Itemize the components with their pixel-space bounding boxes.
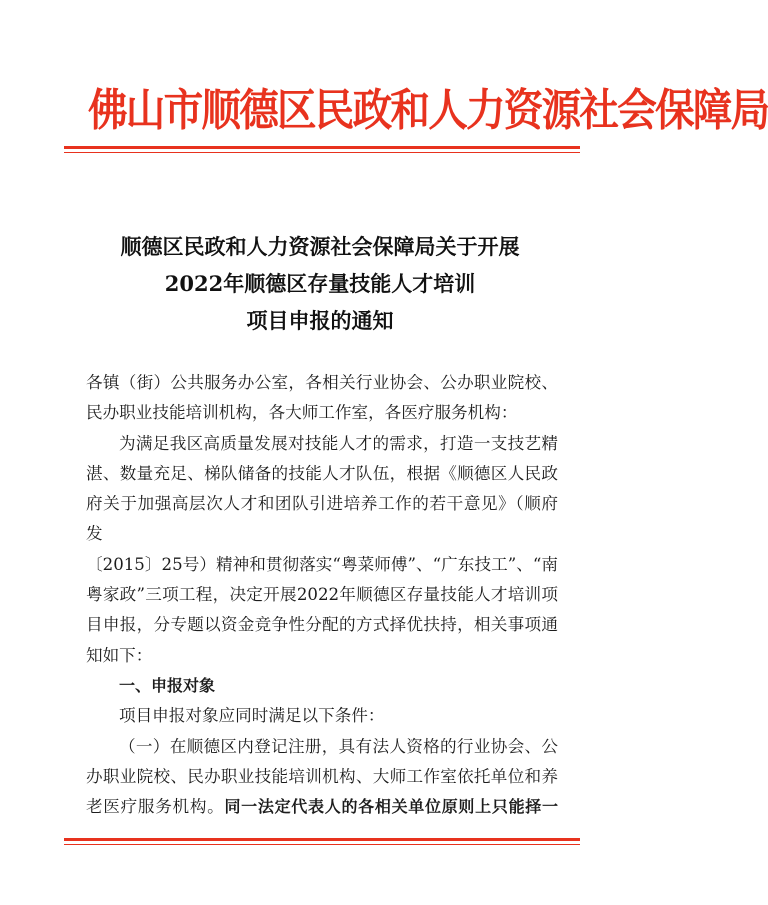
intro-line-7: 知如下： <box>86 645 153 665</box>
section-lead: 项目申报对象应同时满足以下条件： <box>119 706 385 726</box>
recipients-line-2: 民办职业技能培训机构，各大师工作室，各医疗服务机构： <box>86 403 518 423</box>
item-1-line-3 <box>86 792 558 822</box>
masthead-divider <box>64 146 580 149</box>
title-line-1: 顺德区民政和人力资源社会保障局关于开展 <box>120 234 520 259</box>
item-1-bold-text: 同一法定代表人的各相关单位原则上只能择一 <box>224 797 558 817</box>
item-1-line-2: 办职业院校、民办职业技能培训机构、大师工作室依托单位和养 <box>86 766 558 786</box>
title-line-3: 项目申报的通知 <box>246 308 394 333</box>
intro-line-4: 〔2015〕25号）精神和贯彻落实“粤菜师傅”、“广东技工”、“南 <box>86 554 558 574</box>
item-1-line-1: （一）在顺德区内登记注册，具有法人资格的行业协会、公 <box>119 736 558 756</box>
intro-line-5: 粤家政”三项工程，决定开展2022年顺德区存量技能人才培训项 <box>86 585 558 605</box>
item-1-normal-text: 老医疗服务机构。 <box>86 797 225 817</box>
intro-line-2: 湛、数量充足、梯队储备的技能人才队伍，根据《顺德区人民政 <box>86 463 558 483</box>
notice-body <box>86 368 558 822</box>
intro-line-3: 府关于加强高层次人才和团队引进培养工作的若干意见》（顺府发 <box>86 494 558 544</box>
section-heading-applicants: 一、申报对象 <box>119 675 216 695</box>
title-line-2: 2022年顺德区存量技能人才培训 <box>164 271 476 296</box>
notice-title <box>64 228 576 339</box>
intro-line-6: 目申报，分专题以资金竞争性分配的方式择优扶持，相关事项通 <box>86 615 558 635</box>
footer-divider <box>64 838 580 841</box>
intro-line-1: 为满足我区高质量发展对技能人才的需求，打造一支技艺精 <box>119 433 558 453</box>
masthead-org-name: 佛山市顺德区民政和人力资源社会保障局 <box>88 85 768 136</box>
recipients-line-1: 各镇（街）公共服务办公室，各相关行业协会、公办职业院校、 <box>86 373 558 392</box>
